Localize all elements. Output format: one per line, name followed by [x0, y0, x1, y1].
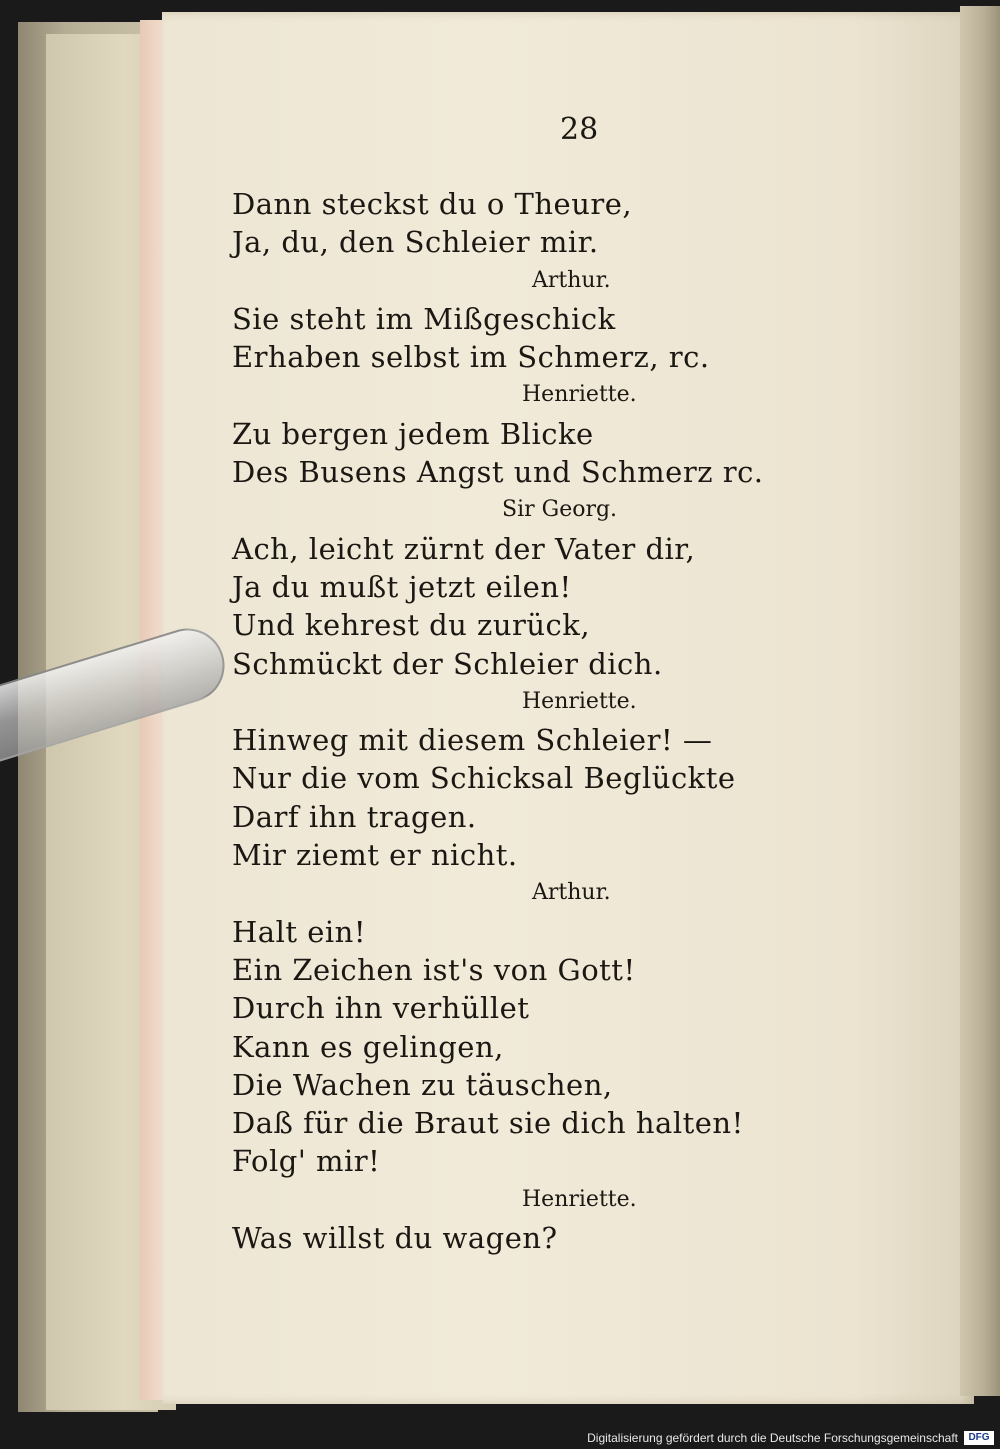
verse-text-block — [232, 185, 792, 1257]
verse-line: Schmückt der Schleier dich. — [232, 646, 663, 681]
verse-line: Ja, du, den Schleier mir. — [232, 225, 599, 260]
speaker-name: Henriette. — [522, 1186, 637, 1212]
verse-line: Durch ihn verhüllet — [232, 991, 530, 1026]
verse-line: Und kehrest du zurück, — [232, 608, 591, 643]
footer-credit: Digitalisierung gefördert durch die Deutsche Forschungsgemeinschaft — [587, 1431, 958, 1445]
verse-line: Dann steckst du o Theure, — [232, 187, 633, 221]
verse-line: Sie steht im Mißgeschick — [232, 301, 616, 336]
speaker-name: Henriette. — [522, 382, 637, 408]
verse-line: Halt ein! — [232, 914, 366, 949]
page-stack-right — [960, 6, 1000, 1396]
verse-line: Ja du mußt jetzt eilen! — [232, 569, 572, 604]
verse-line: Hinweg mit diesem Schleier! — — [232, 723, 713, 758]
page-number: 28 — [560, 112, 599, 147]
verse-line: Erhaben selbst im Schmerz, rc. — [232, 340, 710, 375]
speaker-name: Arthur. — [532, 880, 611, 906]
verse-line: Daß für die Braut sie dich halten! — [232, 1106, 744, 1141]
speaker-name: Henriette. — [522, 688, 637, 714]
verse-line: Die Wachen zu täuschen, — [232, 1067, 613, 1102]
verse-line: Darf ihn tragen. — [232, 799, 477, 834]
verse-line: Kann es gelingen, — [232, 1029, 504, 1064]
verse-line: Was willst du wagen? — [232, 1221, 558, 1256]
speaker-name: Sir Georg. — [502, 497, 618, 523]
verse-line: Folg' mir! — [232, 1144, 381, 1179]
dfg-logo-icon: DFG — [964, 1431, 994, 1445]
verse-line: Zu bergen jedem Blicke — [232, 416, 594, 451]
verse-line: Ach, leicht zürnt der Vater dir, — [232, 531, 696, 566]
verse-line: Nur die vom Schicksal Beglückte — [232, 761, 736, 796]
verse-line: Des Busens Angst und Schmerz rc. — [232, 455, 764, 490]
speaker-name: Arthur. — [532, 267, 611, 293]
verse-line: Ein Zeichen ist's von Gott! — [232, 952, 636, 987]
verse-line: Mir ziemt er nicht. — [232, 838, 518, 873]
